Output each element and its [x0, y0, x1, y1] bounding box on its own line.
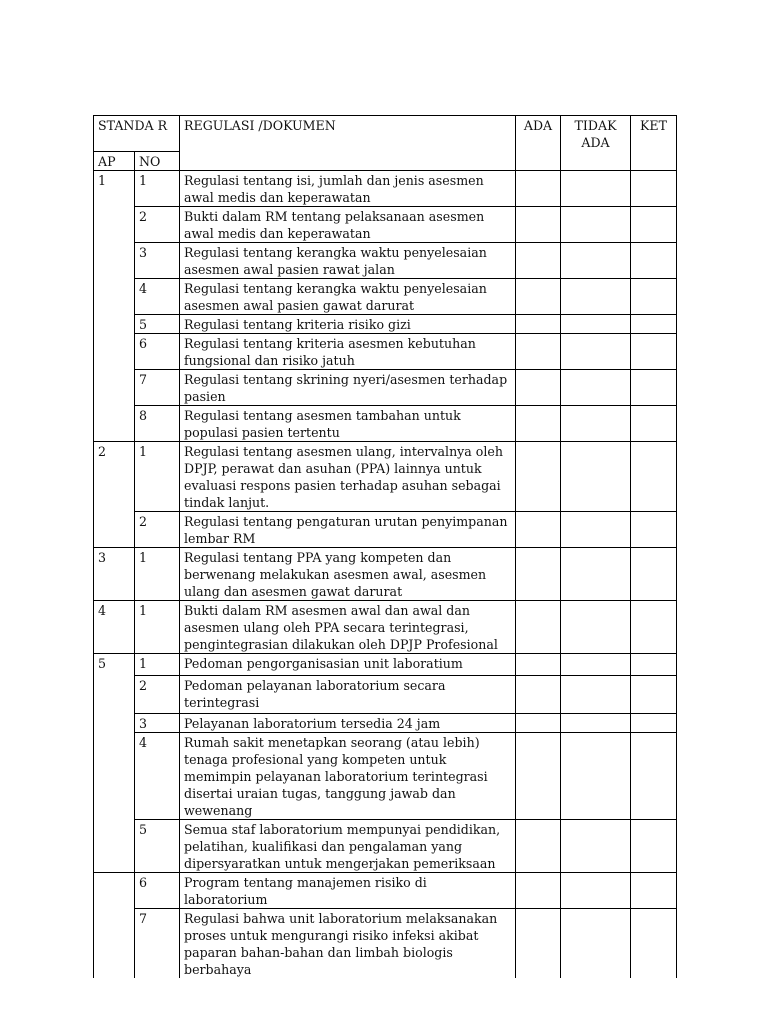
- tidak-ada-cell[interactable]: [561, 873, 631, 909]
- tidak-ada-cell[interactable]: [561, 512, 631, 548]
- tidak-ada-cell[interactable]: [561, 315, 631, 334]
- ket-cell[interactable]: [631, 370, 677, 406]
- no-cell: 3: [135, 243, 180, 279]
- regulasi-cell: Regulasi tentang kerangka waktu penyelesaian asesmen awal pasien gawat darurat: [180, 279, 516, 315]
- table-row: [94, 442, 677, 512]
- tidak-ada-cell[interactable]: [561, 714, 631, 733]
- no-cell: 5: [135, 820, 180, 873]
- tidak-ada-cell[interactable]: [561, 601, 631, 654]
- table-row: [94, 676, 677, 714]
- ada-cell[interactable]: [516, 442, 561, 512]
- ket-cell[interactable]: [631, 243, 677, 279]
- ket-cell[interactable]: [631, 406, 677, 442]
- header-no: NO: [135, 152, 180, 171]
- ada-cell[interactable]: [516, 654, 561, 676]
- regulasi-cell: Program tentang manajemen risiko di laboratorium: [180, 873, 516, 909]
- regulasi-cell: Regulasi tentang isi, jumlah dan jenis asesmen awal medis dan keperawatan: [180, 171, 516, 207]
- header-ada: ADA: [516, 116, 561, 171]
- table-row: [94, 279, 677, 315]
- ada-cell[interactable]: [516, 548, 561, 601]
- regulasi-cell: Regulasi tentang asesmen ulang, intervalnya oleh DPJP, perawat dan asuhan (PPA) lainnya untuk evaluasi respons pasien terhadap asuhan sebagai tindak lanjut.: [180, 442, 516, 512]
- table-row: [94, 171, 677, 207]
- ada-cell[interactable]: [516, 601, 561, 654]
- ada-cell[interactable]: [516, 243, 561, 279]
- ket-cell[interactable]: [631, 601, 677, 654]
- header-tidak-ada: TIDAK ADA: [561, 116, 631, 171]
- no-cell: 3: [135, 714, 180, 733]
- ada-cell[interactable]: [516, 512, 561, 548]
- ket-cell[interactable]: [631, 442, 677, 512]
- ket-cell[interactable]: [631, 676, 677, 714]
- ket-cell[interactable]: [631, 171, 677, 207]
- ada-cell[interactable]: [516, 406, 561, 442]
- tidak-ada-cell[interactable]: [561, 171, 631, 207]
- ket-cell[interactable]: [631, 714, 677, 733]
- table-row: [94, 909, 677, 979]
- tidak-ada-cell[interactable]: [561, 909, 631, 979]
- regulasi-cell: Bukti dalam RM tentang pelaksanaan asesmen awal medis dan keperawatan: [180, 207, 516, 243]
- ada-cell[interactable]: [516, 909, 561, 979]
- ap-cell: 4: [94, 601, 135, 654]
- ada-cell[interactable]: [516, 820, 561, 873]
- no-cell: 5: [135, 315, 180, 334]
- ap-cell: 1: [94, 171, 135, 442]
- tidak-ada-cell[interactable]: [561, 733, 631, 820]
- no-cell: 4: [135, 733, 180, 820]
- ap-cell: [94, 873, 135, 979]
- ada-cell[interactable]: [516, 714, 561, 733]
- table-row: [94, 315, 677, 334]
- tidak-ada-cell[interactable]: [561, 279, 631, 315]
- regulasi-cell: Regulasi tentang kerangka waktu penyelesaian asesmen awal pasien rawat jalan: [180, 243, 516, 279]
- table-row: [94, 873, 677, 909]
- regulasi-cell: Regulasi tentang kriteria asesmen kebutuhan fungsional dan risiko jatuh: [180, 334, 516, 370]
- ada-cell[interactable]: [516, 279, 561, 315]
- ket-cell[interactable]: [631, 512, 677, 548]
- no-cell: 2: [135, 207, 180, 243]
- table-row: [94, 370, 677, 406]
- ket-cell[interactable]: [631, 820, 677, 873]
- no-cell: 1: [135, 654, 180, 676]
- tidak-ada-cell[interactable]: [561, 442, 631, 512]
- no-cell: 4: [135, 279, 180, 315]
- header-standar: STANDA R: [94, 116, 180, 152]
- regulasi-cell: Regulasi tentang asesmen tambahan untuk populasi pasien tertentu: [180, 406, 516, 442]
- ada-cell[interactable]: [516, 370, 561, 406]
- ket-cell[interactable]: [631, 909, 677, 979]
- ap-cell: 5: [94, 654, 135, 873]
- header-row: [94, 116, 677, 152]
- tidak-ada-cell[interactable]: [561, 548, 631, 601]
- no-cell: 6: [135, 334, 180, 370]
- ket-cell[interactable]: [631, 279, 677, 315]
- ket-cell[interactable]: [631, 873, 677, 909]
- regulasi-cell: Regulasi tentang PPA yang kompeten dan berwenang melakukan asesmen awal, asesmen ulang dan asesmen gawat darurat: [180, 548, 516, 601]
- regulasi-cell: Pelayanan laboratorium tersedia 24 jam: [180, 714, 516, 733]
- no-cell: 1: [135, 601, 180, 654]
- ada-cell[interactable]: [516, 171, 561, 207]
- regulasi-cell: Semua staf laboratorium mempunyai pendidikan, pelatihan, kualifikasi dan pengalaman yang dipersyaratkan untuk mengerjakan pemeriksaan: [180, 820, 516, 873]
- regulasi-cell: Pedoman pengorganisasian unit laboratium: [180, 654, 516, 676]
- table-row: [94, 654, 677, 676]
- ada-cell[interactable]: [516, 334, 561, 370]
- no-cell: 7: [135, 370, 180, 406]
- tidak-ada-cell[interactable]: [561, 820, 631, 873]
- tidak-ada-cell[interactable]: [561, 334, 631, 370]
- table-row: [94, 207, 677, 243]
- table-row: [94, 548, 677, 601]
- regulasi-cell: Rumah sakit menetapkan seorang (atau lebih) tenaga profesional yang kompeten untuk memimpin pelayanan laboratorium terintegrasi disertai uraian tugas, tanggung jawab dan wewenang: [180, 733, 516, 820]
- table-row: [94, 601, 677, 654]
- header-ket: KET: [631, 116, 677, 171]
- no-cell: 2: [135, 676, 180, 714]
- ket-cell[interactable]: [631, 334, 677, 370]
- tidak-ada-cell[interactable]: [561, 406, 631, 442]
- table-row: [94, 714, 677, 733]
- ap-cell: 2: [94, 442, 135, 548]
- ket-cell[interactable]: [631, 733, 677, 820]
- ket-cell[interactable]: [631, 207, 677, 243]
- table-row: [94, 334, 677, 370]
- tidak-ada-cell[interactable]: [561, 676, 631, 714]
- ap-cell: 3: [94, 548, 135, 601]
- ada-cell[interactable]: [516, 315, 561, 334]
- ada-cell[interactable]: [516, 873, 561, 909]
- table-row: [94, 820, 677, 873]
- regulasi-cell: Regulasi tentang pengaturan urutan penyimpanan lembar RM: [180, 512, 516, 548]
- checklist-table: [93, 115, 677, 978]
- no-cell: 6: [135, 873, 180, 909]
- no-cell: 1: [135, 442, 180, 512]
- ada-cell[interactable]: [516, 676, 561, 714]
- no-cell: 1: [135, 548, 180, 601]
- no-cell: 7: [135, 909, 180, 979]
- regulasi-cell: Regulasi tentang skrining nyeri/asesmen terhadap pasien: [180, 370, 516, 406]
- regulasi-cell: Regulasi tentang kriteria risiko gizi: [180, 315, 516, 334]
- no-cell: 1: [135, 171, 180, 207]
- header-regulasi: REGULASI /DOKUMEN: [180, 116, 516, 171]
- ket-cell[interactable]: [631, 654, 677, 676]
- regulasi-cell: Regulasi bahwa unit laboratorium melaksanakan proses untuk mengurangi risiko infeksi akibat paparan bahan-bahan dan limbah biologis berbahaya: [180, 909, 516, 979]
- table-row: [94, 406, 677, 442]
- no-cell: 8: [135, 406, 180, 442]
- ada-cell[interactable]: [516, 733, 561, 820]
- table-row: [94, 243, 677, 279]
- ket-cell[interactable]: [631, 548, 677, 601]
- regulasi-cell: Bukti dalam RM asesmen awal dan awal dan asesmen ulang oleh PPA secara terintegrasi, pengintegrasian dilakukan oleh DPJP Profesional: [180, 601, 516, 654]
- ket-cell[interactable]: [631, 315, 677, 334]
- ada-cell[interactable]: [516, 207, 561, 243]
- tidak-ada-cell[interactable]: [561, 243, 631, 279]
- table-row: [94, 733, 677, 820]
- table-row: [94, 512, 677, 548]
- tidak-ada-cell[interactable]: [561, 207, 631, 243]
- header-ap: AP: [94, 152, 135, 171]
- no-cell: 2: [135, 512, 180, 548]
- tidak-ada-cell[interactable]: [561, 654, 631, 676]
- tidak-ada-cell[interactable]: [561, 370, 631, 406]
- regulasi-cell: Pedoman pelayanan laboratorium secara terintegrasi: [180, 676, 516, 714]
